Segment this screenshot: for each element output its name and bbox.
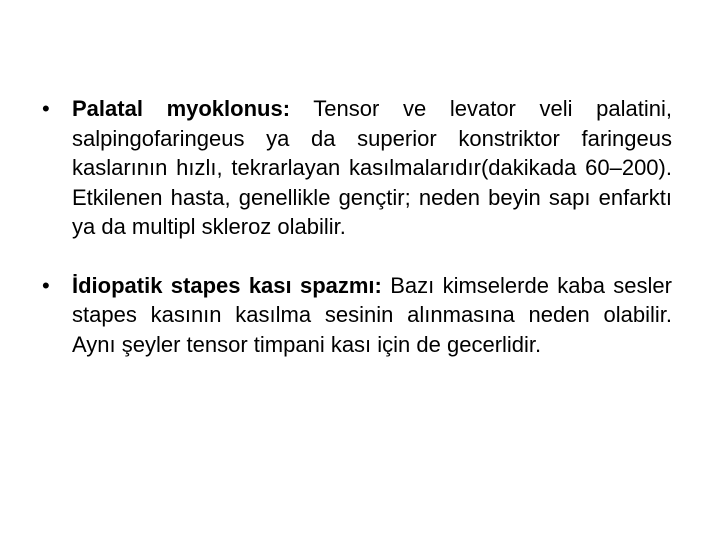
bullet-palatal-myoklonus [36, 94, 672, 242]
bullet-term: Palatal myoklonus: [72, 96, 291, 121]
bullet-term: İdiopatik stapes kası spazmı: [72, 272, 382, 298]
bullet-list [36, 94, 672, 359]
bullet-point-icon: • [42, 96, 50, 121]
bullet-text: Tensor ve levator veli palatini, salpingofaringeus ya da superior konstriktor faringeus kaslarının hızlı, tekrarlayan kasılmalarıdır(dakikada 60–200). Etkilenen hasta, genellikle gençtir; neden beyin sapı enfarktı ya da multipl skleroz olabilir. [72, 96, 673, 239]
bullet-idiopatik-stapes [36, 271, 672, 360]
bullet-point-icon: • [42, 272, 50, 298]
bullet-text: Bazı kimselerde kaba sesler stapes kasının kasılma sesinin alınmasına neden olabilir. Aynı şeyler tensor timpani kası için de gecerlidir. [72, 272, 672, 357]
